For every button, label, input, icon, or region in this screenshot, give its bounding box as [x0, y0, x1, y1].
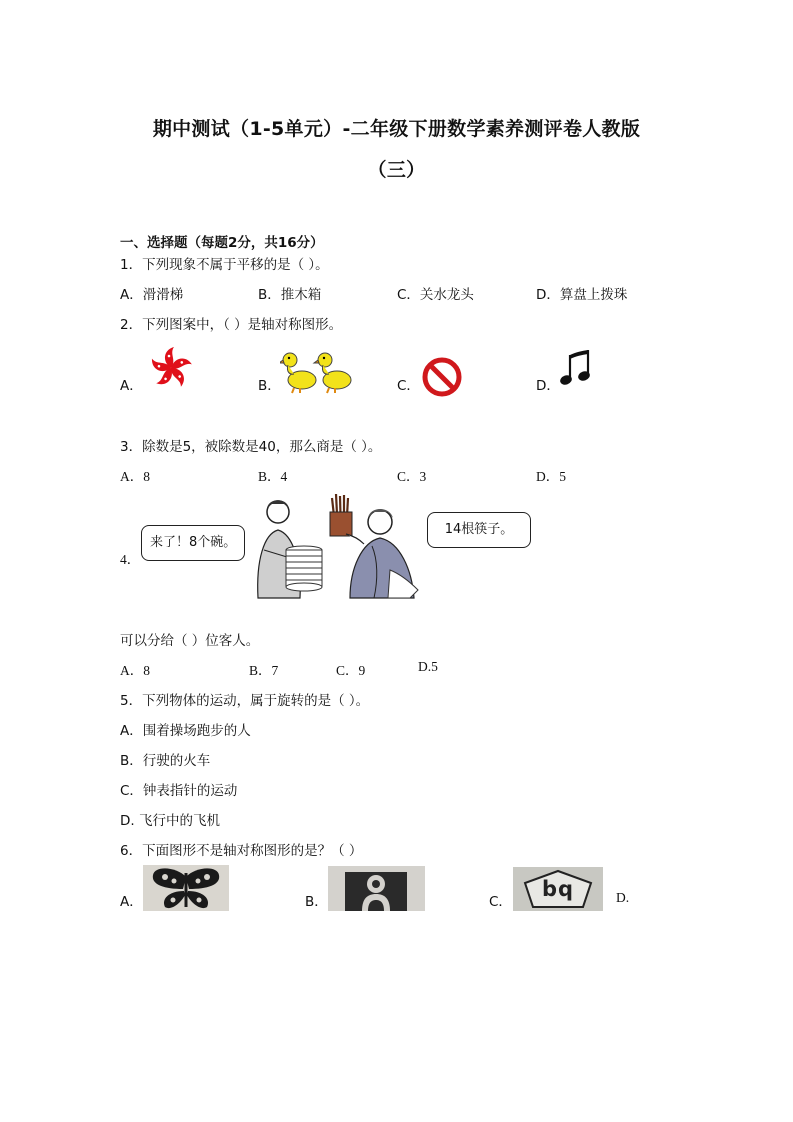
question-5-stem: 5．下列物体的运动，属于旋转的是（ ）。: [120, 693, 370, 709]
question-3-option-b[interactable]: B．4: [258, 469, 288, 484]
question-2-option-b[interactable]: B．: [258, 378, 281, 394]
question-1-option-a[interactable]: A．滑滑梯: [120, 287, 184, 303]
butterfly-image: [143, 865, 229, 911]
speech-bubble-bowls: 来了！8个碗。: [141, 525, 245, 561]
question-2-stem: 2．下列图案中，（ ）是轴对称图形。: [120, 317, 343, 333]
question-4-stem: 可以分给（ ）位客人。: [120, 633, 260, 649]
question-1-option-b[interactable]: B．推木箱: [258, 287, 322, 303]
question-4-option-d[interactable]: D.5: [418, 659, 438, 674]
question-3-option-a[interactable]: A．8: [120, 469, 150, 484]
question-3-stem: 3．除数是5，被除数是40，那么商是（ ）。: [120, 439, 382, 455]
ducks-image: [280, 348, 354, 394]
section-heading: 一、选择题（每题2分，共16分）: [120, 235, 324, 251]
question-5-option-c[interactable]: C．钟表指针的运动: [120, 783, 238, 799]
question-3-option-d[interactable]: D．5: [536, 469, 566, 484]
question-6-stem: 6．下面图形不是轴对称图形的是？（ ）: [120, 843, 363, 859]
speech-bubble-chopsticks: 14根筷子。: [427, 512, 531, 548]
question-4-option-a[interactable]: A．8: [120, 663, 150, 678]
question-6-option-b[interactable]: B．: [305, 894, 328, 910]
question-4-option-c[interactable]: C．9: [336, 663, 366, 678]
page-subtitle: （三）: [367, 159, 426, 181]
question-6-option-c[interactable]: C．: [489, 894, 512, 910]
bq-text: bq: [541, 877, 575, 901]
question-1-option-d[interactable]: D．算盘上拨珠: [536, 287, 628, 303]
question-1-option-c[interactable]: C．关水龙头: [397, 287, 474, 303]
bauhinia-flower-image: [148, 346, 194, 390]
question-4-number: 4．: [120, 552, 141, 567]
question-1-stem: 1．下列现象不属于平移的是（ ）。: [120, 257, 329, 273]
people-with-bowls-and-chopsticks-image: [250, 490, 422, 600]
question-5-option-d[interactable]: D. 飞行中的飞机: [120, 813, 220, 829]
question-5-option-a[interactable]: A．围着操场跑步的人: [120, 723, 251, 739]
question-2-option-a[interactable]: A．: [120, 378, 143, 394]
question-3-option-c[interactable]: C．3: [397, 469, 427, 484]
question-6-option-a[interactable]: A．: [120, 894, 143, 910]
question-2-option-d[interactable]: D．: [536, 378, 560, 394]
question-6-option-d[interactable]: D.: [616, 890, 630, 905]
question-4-option-b[interactable]: B．7: [249, 663, 279, 678]
music-note-image: [560, 346, 596, 388]
robot-symbol-image: [328, 866, 425, 911]
page-title: 期中测试（1-5单元）-二年级下册数学素养测评卷人教版: [152, 118, 641, 140]
question-2-option-c[interactable]: C．: [397, 378, 420, 394]
question-5-option-b[interactable]: B．行驶的火车: [120, 753, 211, 769]
bq-pentagon-image: [513, 867, 603, 911]
prohibition-sign-image: [421, 356, 463, 398]
